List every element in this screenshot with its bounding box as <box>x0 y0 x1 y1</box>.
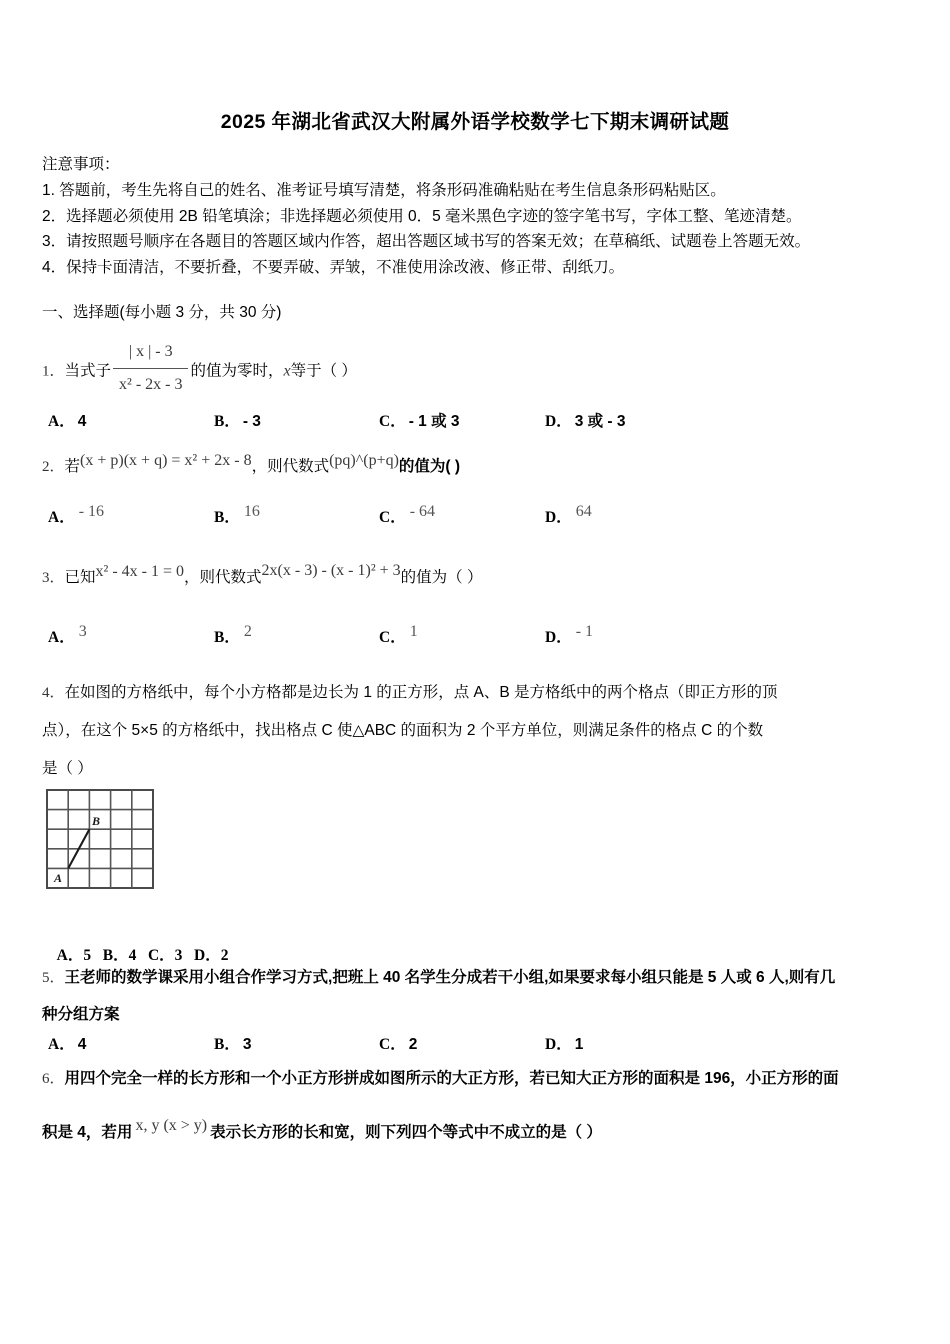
option-label: C． <box>379 1036 406 1053</box>
question-1-option-b[interactable] <box>214 409 261 431</box>
question-3-option-d[interactable] <box>545 623 593 647</box>
option-label: B． <box>214 413 240 430</box>
question-2-equation: (x + p)(x + q) = x² + 2x - 8 <box>80 452 252 469</box>
question-3-text-tail: 的值为（ ） <box>400 569 483 586</box>
option-value: - 1 <box>575 623 594 640</box>
question-1-fraction <box>113 337 188 400</box>
question-4-text-line2: 点），在这个 5×5 的方格纸中，找出格点 C 使△ABC 的面积为 2 个平方单位，则满足条件的格点 C 的个数 <box>42 722 764 739</box>
option-value: 1 <box>409 623 418 640</box>
option-label: B． <box>214 1036 240 1053</box>
question-1-variable: x <box>283 362 291 380</box>
option-value: 1 <box>574 1036 584 1053</box>
question-1-option-d[interactable] <box>545 409 626 431</box>
option-label: C． <box>379 629 406 647</box>
question-2-text-prefix: 若 <box>64 458 81 475</box>
option-value: 4 <box>77 413 87 430</box>
question-6-text-line1: 用四个完全一样的长方形和一个小正方形拼成如图所示的大正方形，若已知大正方形的面积是 196，小正方形的面 <box>64 1070 839 1087</box>
notice-item-2: 2．选择题必须使用 2B 铅笔填涂；非选择题必须使用 0．5 毫米黑色字迹的签字笔书写，字体工整、笔迹清楚。 <box>42 207 802 225</box>
question-6-text-line2-suffix: 表示长方形的长和宽，则下列四个等式中不成立的是（ ） <box>210 1124 602 1141</box>
question-2-text-tail: 的值为( ) <box>398 458 461 475</box>
option-label: C． <box>379 509 406 527</box>
question-2-option-b[interactable] <box>214 503 260 527</box>
question-3-equation: x² - 4x - 1 = 0 <box>95 563 185 580</box>
option-label: D． <box>545 509 572 527</box>
grid-border <box>47 790 153 888</box>
question-3-text-middle: ，则代数式 <box>184 569 262 586</box>
question-2-number: 2． <box>42 459 65 475</box>
question-2-option-a[interactable] <box>48 503 104 527</box>
option-value: - 16 <box>78 503 105 520</box>
option-value: - 3 <box>242 413 261 430</box>
question-2-expression: (pq)^(p+q) <box>329 452 399 469</box>
question-3-number: 3． <box>42 570 65 586</box>
option-label: A． <box>48 413 75 430</box>
question-1-stem <box>42 340 357 403</box>
question-5-number: 5． <box>42 970 65 986</box>
question-5-option-c[interactable] <box>379 1032 417 1054</box>
question-5-text-line2: 种分组方案 <box>42 1006 120 1023</box>
question-2-option-d[interactable] <box>545 503 592 527</box>
option-label: D． <box>545 1036 572 1053</box>
question-6-line-2 <box>42 1118 937 1148</box>
option-label: D． <box>545 629 572 647</box>
question-4-text-line3: 是（ ） <box>42 760 93 777</box>
notice-item-1: 1. 答题前，考生先将自己的姓名、准考证号填写清楚，将条形码准确粘贴在考生信息条形码粘贴区。 <box>42 182 726 199</box>
option-value: 2 <box>243 623 252 640</box>
question-1-option-c[interactable] <box>379 409 460 431</box>
fraction-numerator: | x | - 3 <box>128 343 173 360</box>
option-label: A． <box>48 1036 75 1053</box>
option-value: - 64 <box>409 503 436 520</box>
question-1-text-suffix: 的值为零时， <box>190 362 284 380</box>
question-1-text-tail: 等于（ ） <box>290 362 357 380</box>
option-label: A． <box>48 509 75 527</box>
option-value: - 1 或 3 <box>408 413 460 430</box>
question-3-text-prefix: 已知 <box>64 569 96 586</box>
question-5-option-b[interactable] <box>214 1032 251 1054</box>
question-4-line-2 <box>42 716 922 746</box>
option-label: B． <box>214 509 240 527</box>
option-value: 3 或 - 3 <box>574 413 626 430</box>
question-4-line-1 <box>42 678 922 708</box>
question-5-option-d[interactable] <box>545 1032 583 1054</box>
question-5-text-line1: 王老师的数学课采用小组合作学习方式,把班上 40 名学生分成若干小组,如果要求每小组只能是 5 人或 6 人,则有几 <box>64 969 836 986</box>
page-title: 2025 年湖北省武汉大附属外语学校数学七下期末调研试题 <box>220 111 730 133</box>
question-6-line-1 <box>42 1064 937 1094</box>
notice-item-3: 3．请按照题号顺序在各题目的答题区域内作答，超出答题区域书写的答案无效；在草稿纸、试题卷上答题无效。 <box>42 233 811 250</box>
question-4-number: 4． <box>42 685 65 701</box>
question-5-line-2 <box>42 1000 120 1030</box>
question-1-number: 1． <box>42 363 65 380</box>
notice-block <box>42 152 922 280</box>
notice-item-4: 4．保持卡面清洁，不要折叠，不要弄破、弄皱，不准使用涂改液、修正带、刮纸刀。 <box>42 258 625 276</box>
question-2-text-middle: ，则代数式 <box>251 458 330 475</box>
question-3-option-b[interactable] <box>214 623 252 647</box>
question-5-option-a[interactable] <box>48 1032 86 1054</box>
option-label: B． <box>214 629 240 647</box>
question-6-expression: x, y (x > y) <box>135 1117 208 1134</box>
question-6-number: 6． <box>42 1071 65 1087</box>
question-6-text-line2-prefix: 积是 4，若用 <box>42 1124 133 1141</box>
fraction-denominator: x² - 2x - 3 <box>119 376 183 393</box>
grid-svg <box>46 789 154 889</box>
question-4-text-line1: 在如图的方格纸中，每个小方格都是边长为 1 的正方形，点 A、B 是方格纸中的两个格点（即正方形的顶 <box>64 684 778 701</box>
question-4-grid-figure <box>46 789 154 889</box>
question-3-option-c[interactable] <box>379 623 418 647</box>
option-value: 3 <box>78 623 87 640</box>
question-4-line-3 <box>42 754 922 784</box>
question-2-option-c[interactable] <box>379 503 435 527</box>
option-value: 2 <box>408 1036 418 1053</box>
question-3-stem <box>42 563 482 593</box>
question-1-option-a[interactable] <box>48 409 86 431</box>
option-value: 64 <box>575 503 592 520</box>
question-2-stem <box>42 452 460 482</box>
notice-heading: 注意事项： <box>42 156 120 173</box>
question-3-expression: 2x(x - 3) - (x - 1)² + 3 <box>261 562 401 579</box>
point-a-label: A <box>54 871 63 885</box>
question-3-option-a[interactable] <box>48 623 87 647</box>
question-4-options-text: A．5 B．4 C．3 D．2 <box>56 947 229 964</box>
question-1-text-prefix: 当式子 <box>64 362 112 380</box>
section-heading-multiple-choice: 一、选择题(每小题 3 分，共 30 分) <box>42 304 282 321</box>
option-value: 4 <box>77 1036 87 1053</box>
option-label: C． <box>379 413 406 430</box>
option-value: 16 <box>243 503 260 520</box>
question-5-line-1 <box>42 963 932 993</box>
point-b-label: B <box>92 814 101 828</box>
option-label: D． <box>545 413 572 430</box>
option-label: A． <box>48 629 75 647</box>
option-value: 3 <box>242 1036 252 1053</box>
